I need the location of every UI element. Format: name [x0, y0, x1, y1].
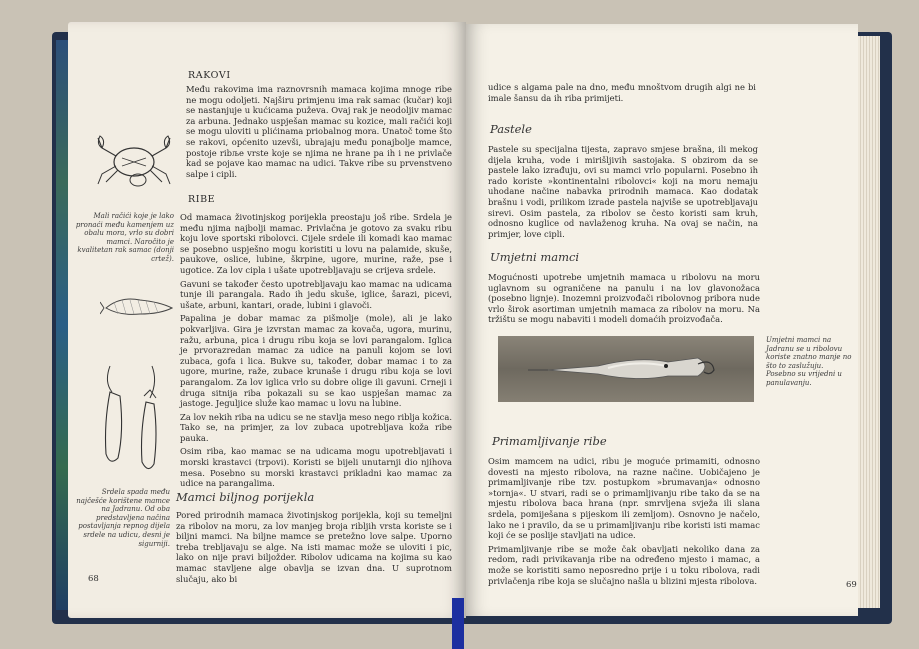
- primamljivanje-paragraph-2: Primamljivanje ribe se može čak obavljati nekoliko dana za redom, radi privikavanja ribe na određeno mjesto i mamac, a može se koristiti samo neposredno prije i u toku ribolova, radi privlačenja ribe koja se slučajno našla u blizini mjesta ribolova.: [488, 543, 760, 586]
- umjetni-section: [488, 272, 760, 328]
- umjetni-text: Mogućnosti upotrebe umjetnih mamaca u ribolovu na moru uglavnom su ograničene na panulu i na lov glavonožaca (posebno lignje). Inozemni proizvođači ribolovnog pribora nude vrlo širok asortiman umjetnih mamaca za ribolov na moru. Na tržištu se mogu nabaviti i modeli domaćih proizvođača.: [488, 272, 760, 325]
- section-title-ribe: RIBE: [188, 194, 216, 205]
- ribe-section: [180, 212, 452, 492]
- ribe-paragraph-4: Za lov nekih riba na udicu se ne stavlja meso nego riblja kožica. Tako se, na primjer, za lov zubaca upotrebljava koža ribe pauka.: [180, 411, 452, 443]
- page-number-right: 69: [846, 580, 857, 590]
- primamljivanje-paragraph-1: Osim mamcem na udici, ribu je moguće primamiti, odnosno dovesti na mjesto ribolova, na razne načine. Uobičajeno je primamljivanje ribe tzv. postupkom »brumavanja« odnosno »tornja«. U stvari, radi se o primamljivanju ribe tako da se na mjestu ribolova baca hrana (npr. smrvljena svježa ili slana srdela, pomiješana s pijeskom ili zemljom). Osnovno je načelo, lako ne i pravilo, da se u primamljivanju ribe koristi isti mamac koji će se poslije stavljati na udice.: [488, 456, 760, 541]
- lure-photo: [498, 336, 754, 402]
- caption-sardine: Srdela spada među najčešće korištene mamce na Jadranu. Od oba predstavljena načina postavljanja repnog dijela srdele na udicu, desni je sigurniji.: [76, 488, 170, 548]
- shrimp-illustration: [100, 292, 180, 322]
- crab-illustration: [94, 122, 174, 194]
- section-title-rakovi: RAKOVI: [188, 70, 231, 81]
- section-title-umjetni: Umjetni mamci: [490, 250, 580, 264]
- page-number-left: 68: [88, 574, 99, 584]
- bookmark-ribbon: [452, 598, 464, 649]
- ribe-paragraph-3: Papalina je dobar mamac za pišmolje (mole), ali je lako pokvarljiva. Gira je izvrstan mamac za kovača, ugora, murinu, ražu, arbuna, pica i drugu ribu koja se lovi parangalom. Iglica je prvorazredan mamac za udice na panuli kojom se lovi zubaca, gofa i lica. Bukve su, također, dobar mamac i to za ugore, murine, raže, zubace krunaše i drugu ribu koja se lovi parangalom. Za lov iglica vrlo su dobre olige ili gavuni. Crneji i druga sitnija riba pokazali su se kao uspješan mamac za jastoge. Jeguljice služe kao mamac u lovu na lubine.: [180, 313, 452, 409]
- right-page: [466, 24, 858, 616]
- rakovi-text: Među rakovima ima raznovrsnih mamaca kojima mnoge ribe ne mogu odoljeti. Najširu primjenu ima rak samac (kučar) koji se nastanjuje u kućicama puževa. Ovaj rak je neodoljiv mamac za arbuna. Jednako uspješan mamac su kozice, mali račići koji se mogu uloviti u plićinama priobalnog mora. Unatoč tome što se rakovi, općenito uzevši, ubrajaju među ponajbolje mamce, postoje ribље vrste koje se njima ne hrane pa ih i ne privlače kad se pojave kao mamac na udici. Takve ribe su prvenstveno salpe i cipli.: [186, 84, 452, 179]
- left-page: [68, 22, 466, 618]
- caption-crab: Mali račići koje je lako pronaći među kamenjem uz obalu mora, vrlo su dobri mamci. Naročito je kvalitetan rak samac (donji crtež).: [75, 212, 174, 263]
- pastele-text: Pastele su specijalna tijesta, zapravo smjese brašna, ili mekog dijela kruha, vode i mirišljivih sastojaka. S obzirom da se pastele lako izrađuju, ovi su mamci vrlo popularni. Posebno ih rado koriste »kontinentalni ribolovci« koji na moru nemaju uhodane načine nabavka prirodnih mamaca. Kao dodatak brašnu i vodi, prilikom izrade pastela najviše se upotrebljavaju sirevi. Osim pastela, za ribolov se često koristi sam kruh, odnosno kuglice od navlaženog kruha. Na ovaj se način, na primjer, love cipli.: [488, 144, 758, 239]
- section-title-primamljivanje: Primamljivanje ribe: [492, 434, 607, 448]
- intro-text: udice s algama pale na dno, među mnoštvom drugih algi ne bi imale šansu da ih riba primijeti.: [488, 82, 756, 103]
- lure-image: [498, 336, 754, 402]
- section-title-biljni: Mamci biljnog porijekla: [176, 490, 315, 504]
- intro-block: [488, 82, 756, 106]
- sardine-bait-illustration: [96, 362, 168, 482]
- biljni-paragraph: Pored prirodnih mamaca životinjskog porijekla, koji su temeljni za ribolov na moru, za lov manjeg broja ribljih vrsta koriste se i biljni mamci. Na biljne mamce se pretežno love salpe. Uporno treba trebljavaju se alge. Na isti mamac može se uloviti i pic, lako on nije pravi biljožder. Ribolov udicama na kojima su kao mamac stavljene alge obavlja se izvan dna. U suprotnom slučaju, ako bi: [176, 510, 452, 584]
- ribe-paragraph-2: Gavuni se također često upotrebljavaju kao mamac na udicama tunje ili parangala. Rado ih jedu skuše, iglice, šarazi, picevi, ušate, arbuni, kantari, orade, lubini i glavoči.: [180, 278, 452, 310]
- biljni-section: [176, 510, 452, 587]
- caption-lures: Umjetni mamci na Jadranu se u ribolovu koriste znatno manje no što to zaslužuju. Posebno su vrijedni u panulavanju.: [766, 336, 852, 387]
- ribe-paragraph-5: Osim riba, kao mamac se na udicama mogu upotrebljavati i morski krastavci (trpovi). Koristi se bijeli unutarnji dio njihova mesa. Posebno su morski krastavci prikladni kao mamac za udice na parangalima.: [180, 446, 452, 489]
- section-title-pastele: Pastele: [490, 122, 532, 136]
- page-edges: [858, 36, 880, 608]
- rakovi-paragraph: [186, 84, 452, 182]
- ribe-paragraph-1: Od mamaca životinjskog porijekla preostaju još ribe. Srdela je među njima najbolji mamac. Privlačna je gotovo za svaku ribu koju love sportski ribolovci. Cijele srdele ili komadi kao mamac se posebno uspješno mogu koristiti u lovu na palamide, skuše, paukove, oslice, lubine, škrpine, ugore, murine, raže, pse i ugotice. Za lov cipla i ušate upotrebljavaju se crijeva srdele.: [180, 212, 452, 275]
- pastele-section: [488, 144, 758, 242]
- primamljivanje-section: [488, 456, 760, 589]
